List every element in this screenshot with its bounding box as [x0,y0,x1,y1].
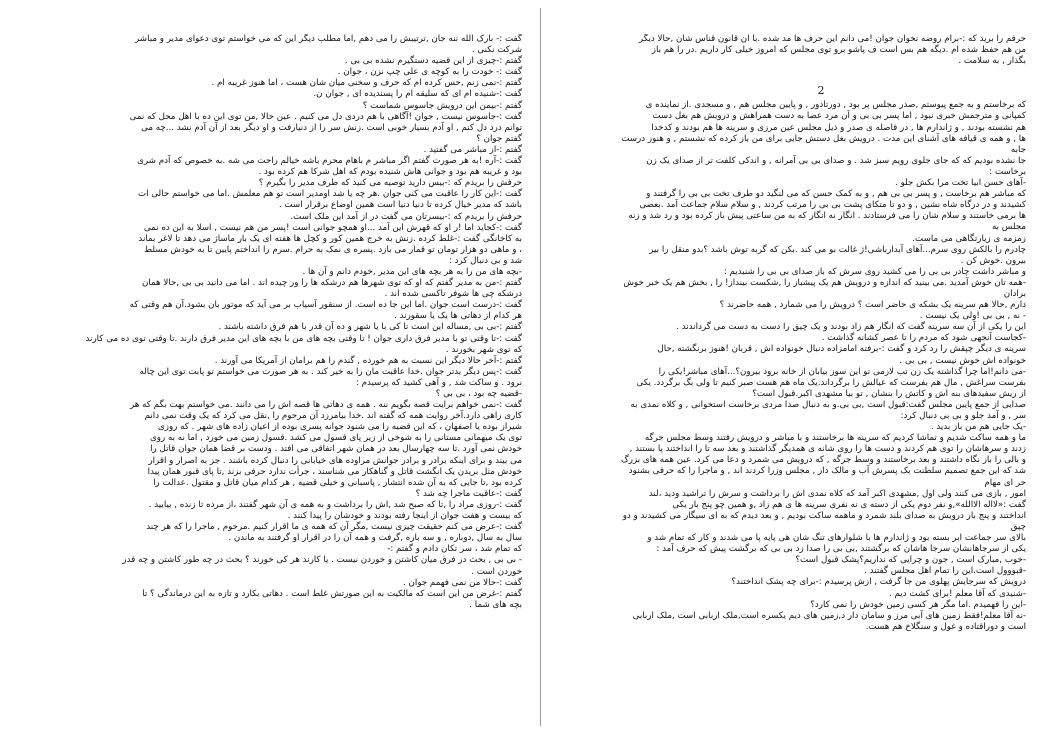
text-line: که تمام شد ، سر تکان دادم و گفتم :- [387,544,522,555]
text-line: سرینه ی دیگر چپقش را رد کرد و گفت :-برفته امامزاده دنبال خونواده اش , قربان !هنوز برنگشته ,حال [657,344,1026,355]
text-line: صدایی از جمع پایین مجلس گفت:قبول است ,بی بی.و به دنبال صدا مردی برخاست استخوانی , و کلاه نمدی به [630,399,1026,410]
text-line: من هم حفظ شده ام .دیگه هم بس است ف پاشو برو توی مجلس که امروز خیلی کار داریم .در را هم باز [651,45,1026,56]
text-line: چادرم را بالکش روی سرم...آهای آبدارباشی!ژ غالت بو می کند .بکن که گربه توش باشد ؟بدو منقل را بیر [649,244,1026,255]
text-line: کشیدند و در درگاه شاه نشین , و دو تا متکای پشت بی بی را مرتب کردند , و سلام سلام جماعت آمد .بعضی [639,200,1026,211]
text-line: گفتم :-از مباشر می گفتید . [423,144,522,155]
text-line: خودش نمی آورد .تا سه چهارسال بعد در همان شهر اتفاقی می افتد . ودست بر قضا همان جوان قاتل را [150,444,522,455]
text-line: امور , بازی می کنند ولی اول ,مشهدی اکبر آمد که کلاه نمدی اش را برداشت و سرش را تراشید ودید ،لند [648,488,1026,499]
text-line: گفت :-کجاید اما !ر او که قهرش این آمد ...او همچو جوانی است !پسر من هم نیست , اسلا به این ده نمی [143,222,522,233]
text-line: -همه تان خوش آمدید .می بینید که اندازه و درویش هم یک پیشباز را ,شکست بینداز! را , بخش هم یک خبر خوش برادان [623,277,1026,299]
text-line: توی یک میهمانی مستانی را به شوخی از زیر پای قسول می کشد .قسول زمین می خورد , اما نه به روی [150,433,522,444]
text-line: گفتم جوان ؟ [476,133,522,144]
text-line: بود و غریبه هم بود و جوانی هاش شنیده بودم که اهل شرکا هم کرده بود . [258,167,522,178]
text-line: برخاست : [989,166,1026,177]
text-line: -یک جایی هم من باز بدید . [930,422,1026,433]
text-line: - بی بی , بحث در فرق میان کاشتن و خوردن نیست . یا کارند هر کی خورند ؟ بحث در چه طور کاشتن و چه قدر [122,555,522,566]
text-line: گفت :-نمی خواهم برایت قصه بگویم ننه . همه ی دهاتی ها قصه اش را می دانند .می خواستم بهت بگم که هر [130,400,522,411]
text-line: -آهای حسن ابیا تخت مرا بکش جلو . [895,178,1026,189]
text-line: انداختند و پنج بار درویش به صدای بلند شمرد و ماهمه ساکت بودیم , و بعد دیدم که به ای سیگار می کشیدند و دو چپق [622,510,1026,532]
text-line: -می دانم!اما چرا گذاشته یک زن تب لازمی تو این سوز بیابان از خانه برود بیرون؟...آهای مباشر!یکی را [658,366,1026,377]
text-line: -قضیه چه بود ، بی بی ؟ [435,389,522,399]
text-line: است و دوراقتاده و غول و سنگلاخ هم هست. [865,621,1026,632]
text-line: -این را فهمیدم .اما مگر هر کسی زمین خودش را نمی کارد؟ [810,599,1026,610]
right-page-top-text [616,34,1026,67]
text-line: بیرون .خوش کن . [960,255,1026,266]
text-line: گفتم :-بی بی ,مساله این است تا کی با یا شهر و ده آن قدر با هم فرق داشته باشند . [218,322,522,333]
text-line: ها برمی خاستند و سلام شان را می فرستادند . انگار نه انگار که به من ساعتی پیش باز کرده بود و رد شد و زنه مجلس به [628,211,1026,233]
text-line: گفت :-عرض می کنم حقیقت چیزی نیست ,مگر آن که همه ی ما اقرار کنیم .مرحوم , ماجرا را که هر چند [146,522,522,533]
text-line: ما و همه ساکت شدیم و تماشا کردیم که سرینه ها برخاستند و با مباشر و درویش رفتند وسط مجلس جرگه [644,433,1026,444]
text-line: درشکه چی ها شوفر تاکسی شده اند . [384,289,522,300]
text-line: حرفش را بریدم که :-بیس دارید توصیه می کنید که طرف مدیر را بگیرم ؟ [258,178,522,189]
text-line: به کاخانگی گفت :-غلط کرده .زنش به خرج همین کور و کچل ها هفته ای یک بار ماساژ می دهد تا لاغر بماند [138,233,522,244]
text-line: ها , و همه ی قیافه های آشنای این مدت . درویش بغل دستش جایی برای من باز کرده که نشستم , و هنوز درست جابه [621,133,1026,155]
text-line: درویش که سرجایش پهلوی من جا گرفت , ازش پرسیدم :-برای چه پشک انداختند؟ [731,577,1026,588]
text-line: -نه آقا معلم!فقط زمین های آبی مرز و سامان دار د,زمین های دیم یکسره است,ملک اربابی است ,ملک اربابی [632,610,1026,621]
text-line: -بچه های من را به هر بچه های این مدیر ,خودم دانم و آن ها . [302,266,522,277]
text-line: خونواده اش خوش نیست , بی بی . [899,355,1026,366]
text-line: بفرست سراغش , مال هم بفرست که عیالش را برگرداند.یک ماه هم هست صبر کنیم تا ولی بگ برگردد. یکی [636,377,1026,388]
text-line: گفتم :-بیمن این درویش جاسوس شماست ؟ [362,100,522,111]
right-page [616,34,1026,726]
text-line: حرفم را برید که :-برام روضه نخوان جوان !می دانم این حرف ها مد شده .با آن قانون قناس شان ,حالا دیگر [638,34,1026,44]
text-line: گفت :-حالا من نمی فهمم جوان . [403,577,522,588]
text-line: حرفش را بریدم که :-بیسرتان می گفت در از آمد این ملک است. [290,211,522,222]
text-line: که توی شهر بخورند . [445,344,522,355]
text-line: گفت :- بارک الله ننه جان ,ترتیبش را می دهم ,اما مطلب دیگر این که می خواستم توی دعوای مدیر و مباشر [135,34,522,44]
text-line: زمزمه ی زیارتگاهی می ماست. [912,233,1026,244]
page-number: 2 [817,84,825,98]
text-line: گفت :-روزی مراد را ,تا که صبح شد ,اش را برداشت و به همه ی آن شهر گفتند ،از مرده تا زنده , بیایید . [148,499,522,510]
text-line: -خوب ,مبارک است , جون و چرایی که نداریم؟پشک قبول است؟ [795,555,1026,566]
page-gutter-divider [540,8,541,726]
text-line: -شنیدی که آقا معلم !برای کشت دیم . [888,588,1026,599]
text-line: گفت :«لااله الاالله»,و نفر دوم یکی از دسته ی نه نفری سرینه ها ی هم زاد ,و همین چو پنج بار یکی [672,499,1026,510]
left-page [30,34,522,726]
text-line: شرکت نکنی . [471,45,522,56]
text-line: هر کدام از دهاتی ها یک یا سقورند . [394,311,522,322]
text-line: شد و بی دنبال کرد : [448,255,522,266]
text-line: نرود . و ساکت شد , و آهی کشید که پرسیدم : [355,377,522,388]
right-page-body [616,100,1026,633]
text-line: بچه های شما . [469,599,522,610]
text-line: گفت :-شنیده ام ای که سلیقه ام را پسندیده ای , جوان ن. [313,89,522,100]
text-line: بگذار , به سلامت . [958,56,1026,67]
text-line: - نه , بی بی !ولی یک نیست . [919,311,1026,322]
text-line: خوردن است . [471,566,522,577]
text-line: گفت :-تا وقتی تو با مدیر فرق داری جوان ! تا وقتی بچه های من با بچه های این مدیر فرق دارند .تا وقتی توی ده می کارند [85,333,522,344]
text-line: شیراز بوده یا اصفهان ، که این قضیه را می شنود جوانه پسری بوده از اعیان زاده های شهر . که روزی [157,422,522,433]
text-line: جا نشده بودیم که که جای جلوی رویم سبز شد . و صدای بی بی آمرانه , و اندکی کلفت تر از صدای یک زن [646,155,1026,166]
text-line: گفت :-پس دیگر بدتر جوان .خدا عاقبت مان را به خیر کند . به هر صورت می خواستم تو پابت توی این چاله [139,366,522,377]
text-line: دارم ,حالا هم سرینه یک بشکه ی حاضر است ؟ درویش را می شمارد , همه حاضرند ؟ [719,300,1026,311]
text-line: گفتم :-من به مدیر گفتم که او که توی شهرها هم درشکه ها را ور چیده اند . اما می دانید بی بی ,حالا همان [142,278,522,289]
text-line: کرده بود ,تا جایی که به آن شده انتشار , پاسبانی و خیلی قضیه , هر کدام میان قاتل و مقتول .عدالت را [153,477,522,488]
text-line: خودش مثل بریدن یک انگشت قاتل و گناهکار می شناسند ، جرأت ندارد حرفی بزند ,تا پای قبور همان پیدا [147,466,522,477]
text-line: گفتم :-چیزی از این قضیه دستگیرم نشده بی بی . [344,56,522,67]
text-line: و بالی را باز نگاه داشتند و بعد برخاستند و وسط جرگه , که درویش می شمرد و دعا می کرد. عین همه های بزرگ [620,455,1026,466]
text-line: یکی از سرجاهانشان سرجا هاشان که برگشتند ,بی بی را صدا زد بی بی که برگشت پیش که حرف آمد : [656,544,1026,555]
text-line: گفت :-جاسوس نیست , جوان !آگاهی با هم دردی دل می کنیم . عین حالا ,من توی این ده با اهل محل که نمی [129,111,522,122]
text-line: سال به سال ,دوباره , و سه باره ,گرفت و همه آن را در اقرار او گرفتند به ماندن . [228,533,522,544]
text-line: گفت :-عاقبت ماجرا چه شد ؟ [415,488,522,499]
left-page-body [30,34,522,611]
text-line: ، و ماهی دو هزار تومان تو قمار می بازد .پسره ی نمک به حرام .سرم را انداختم پایین تا به خودش مسلط [144,244,522,255]
text-line: کاری راهی دارد.آخر روایت همه که گفته اند .خدا بیامرزد آن مرحوم را ,نقل می کرد که یک وقت نمی دانم [144,411,522,422]
text-line: سر , و آمد جلو و بی بی دنبال کرد: [900,411,1026,421]
text-line: توانم درد دل کنم , او آدم بسیار خوبی است .زنش سر را از دنیارفت و او دیگر بعد از آن آدم نشد ...چه می [141,122,522,133]
text-line: این را یکی از آن سه سرینه گفت که انگار هم زاد بودند و یک چیق را دست به دست می گرداندند . [676,322,1026,333]
text-line: -قبووول است.این را تمام اهل مجلس گفتند . [864,566,1026,577]
text-line: گفتم :-نمی زنم ,حس کرده ام که حرف و سخنی میان شان هست ، اما هنوز غریبه ام . [211,78,522,89]
text-line: گفتم :-آخر حالا دیگر این نسبت به هم خورده , گندم را هم برامان از آمریکا می آورند . [214,355,522,366]
text-line: که مباشر هم برخاست , و پسر بی بی هم , و به کمک حسن که می لنگید دو طرف تخت بی بی را گرفتند و [646,189,1026,200]
text-line: گفت :-درست است جوان .اما این جا ده است. از سنقور آسیاب بر می آید که موتور بان بشود.آن هم وقتی که [129,300,522,311]
text-line: گفت :- خودت را به کوچه ی علی چپ نزن ، جوان . [337,67,522,78]
text-line: -کجاست آنجهی شود که مردم را تا عصر کشانه گذاشت . [821,333,1026,344]
text-line: کمپانی و مترجمش خبری نبود , اما پسر بی بی و آن مرد عصا به دست همراهش و درویش هم بغل دست [652,111,1026,122]
text-line: و مباشر داشت چادر بی بی را می کشید روی سرش که باز صدای بی بی را شنیدیم : [723,266,1026,277]
text-line: گفتم :-غرض من این است که مالکیت به این صورتش غلط است . دهاتی بکارد و تازه به این درماندگی ؟ تا [142,588,522,599]
text-line: که بیست و هفت جوان از اینجا رفته بودند و خودشان را پیدا کنند . [287,511,522,522]
text-line: بالای سر جماعت ابر بسته بود و ژاندارم ها با شلوارهای تنگ شان هی پایه پا می شدند و کار که تمام شد و [647,533,1026,544]
text-line: شد که این جمع تصمیم سلطنت یک پسرش آب و مالک دار , مجلس وزرا کردند اند , و ماجرا را که حرفی بشنود حر ای مهام [628,466,1026,488]
text-line: زدند و سرهاشان را توی هم کردند و دست ها را روی شانه ی همدیگر گذاشتند و بعد سه تا را انداختند پا بستند , [629,444,1026,455]
text-line: گفت :-این کار را عاقبت می کنی جوان .هر چه یا شد اومدیر است تو هم معلمش .اما می خواستم حالی ات [137,189,522,200]
text-line: که برخاستم و به جمع پیوستم ,صدر مجلس پر بود , دورتادور , و پایین مجلس هم , و مسجدی .از نماینده ی [645,100,1026,111]
text-line: می بیند و برای اینکه برادر و برادر جوانش مراوده های خیابانی را دنبال کرده باشند . جز به اصرار و اقرار [148,455,522,466]
text-line: هم نشسته بودند , و ژاندارم ها , در فاصله ی صدر و ذیل مجلس عین مرزی و سرینه ها هم بودند و کدخدا [651,122,1026,133]
text-line: گفت :-آره !به هر صورت گفتم اگر مباشر م باهام محرم باشه خیالم راحت می شه .به خصوص که آدم شری [137,156,522,167]
text-line: باشد که مدیر خیال کرده تا دنیا دنیا است همین اوضاع برقرار است . [278,200,522,211]
text-line: از ریش سفیدهای بنه اش و کاتش را بنشان , تو بیا مشهدی اکبر.قبول است؟ [752,388,1026,399]
